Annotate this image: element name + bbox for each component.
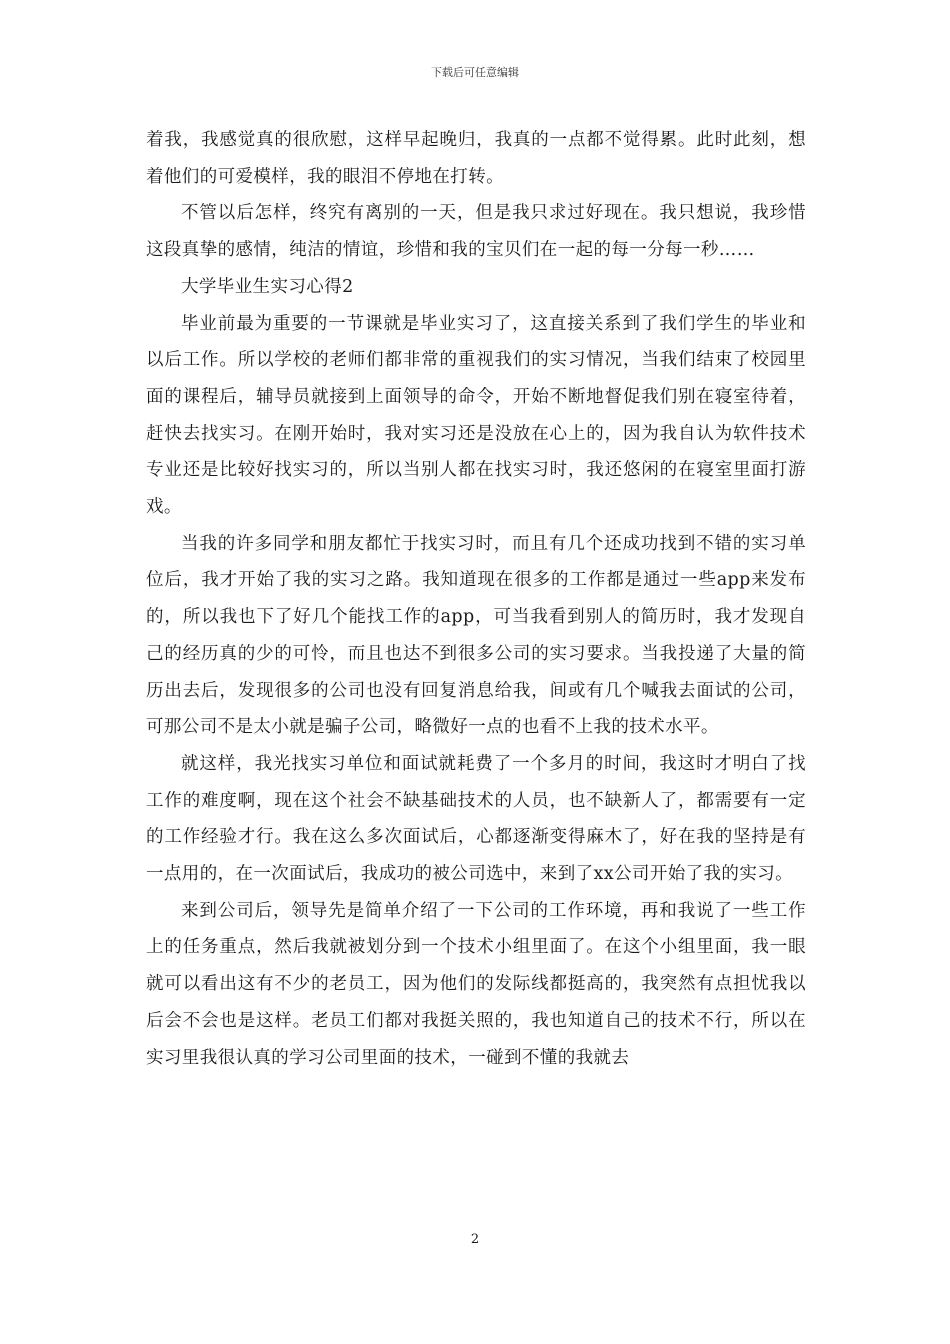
- paragraph: 不管以后怎样，终究有离别的一天，但是我只求过好现在。我只想说，我珍惜这段真挚的感情，纯洁的情谊，珍惜和我的宝贝们在一起的每一分每一秒……: [146, 203, 806, 261]
- header-note: 下载后可任意编辑: [431, 66, 519, 79]
- paragraph: 来到公司后，领导先是简单介绍了一下公司的工作环境，再和我说了一些工作上的任务重点，然后我就被划分到一个技术小组里面了。在这个小组里面，我一眼就可以看出这有不少的老员工，因为他们的发际线都挺高的，我突然有点担忧我以后会不会也是这样。老员工们都对我挺关照的，我也知道自己的技术不行，所以在实习里我很认真的学习公司里面的技术，一碰到不懂的我就去: [146, 900, 806, 1068]
- paragraph: 着我，我感觉真的很欣慰，这样早起晚归，我真的一点都不觉得累。此时此刻，想着他们的可爱模样，我的眼泪不停地在打转。: [146, 130, 806, 187]
- paragraph: 就这样，我光找实习单位和面试就耗费了一个多月的时间，我这时才明白了找工作的难度啊，现在这个社会不缺基础技术的人员，也不缺新人了，都需要有一定的工作经验才行。我在这么多次面试后，心都逐渐变得麻木了，好在我的坚持是有一点用的，在一次面试后，我成功的被公司选中，来到了xx公司开始了我的实习。: [146, 753, 806, 885]
- paragraph: 毕业前最为重要的一节课就是毕业实习了，这直接关系到了我们学生的毕业和以后工作。所以学校的老师们都非常的重视我们的实习情况，当我们结束了校园里面的课程后，辅导员就接到上面领导的命令，开始不断地督促我们别在寝室待着，赶快去找实习。在刚开始时，我对实习还是没放在心上的，因为我自认为软件技术专业还是比较好找实习的，所以当别人都在找实习时，我还悠闲的在寝室里面打游戏。: [146, 313, 806, 518]
- page-number: 2: [470, 1232, 480, 1247]
- paragraph: 当我的许多同学和朋友都忙于找实习时，而且有几个还成功找到不错的实习单位后，我才开始了我的实习之路。我知道现在很多的工作都是通过一些app来发布的，所以我也下了好几个能找工作的app，可当我看到别人的简历时，我才发现自己的经历真的少的可怜，而且也达不到很多公司的实习要求。当我投递了大量的简历出去后，发现很多的公司也没有回复消息给我，间或有几个喊我去面试的公司，可那公司不是太小就是骗子公司，略微好一点的也看不上我的技术水平。: [146, 533, 806, 738]
- page-header: [0, 66, 950, 80]
- section-heading: 大学毕业生实习心得2: [181, 276, 354, 297]
- document-body: [146, 122, 806, 1076]
- page-footer: [0, 1232, 950, 1248]
